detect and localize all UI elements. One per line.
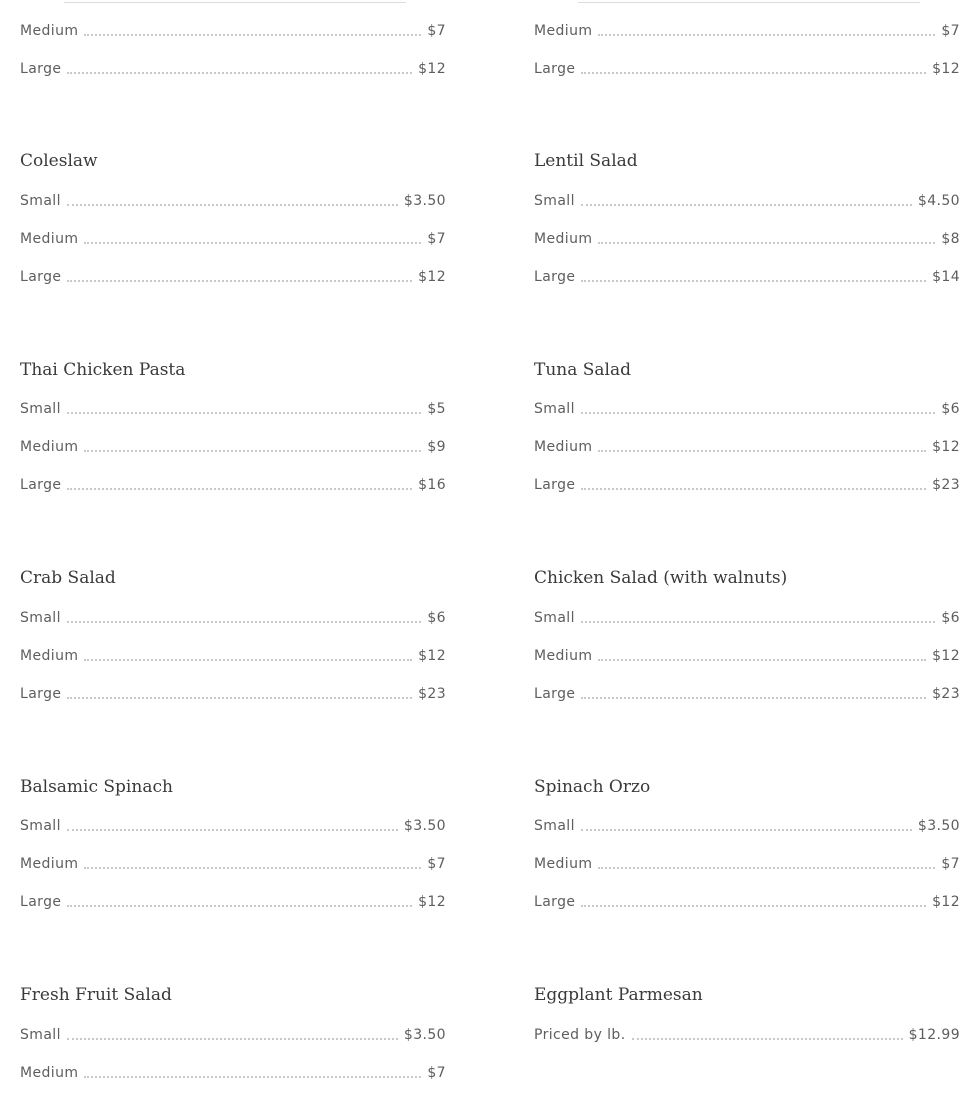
dot-leader — [581, 620, 935, 623]
dot-leader — [581, 411, 935, 414]
dot-leader — [581, 904, 926, 907]
size-label: Large — [20, 894, 62, 910]
size-label: Large — [534, 269, 576, 285]
dot-leader — [632, 1037, 903, 1040]
price-row — [20, 889, 446, 911]
price-value: $7 — [427, 231, 446, 247]
size-label: Large — [534, 894, 576, 910]
dot-leader — [84, 241, 421, 244]
menu-item-eggplant-parmesan — [534, 984, 960, 1043]
price-row — [20, 396, 446, 418]
price-row — [20, 188, 446, 210]
menu-item-lentil-salad — [534, 150, 960, 285]
dot-leader — [581, 696, 926, 699]
cutoff-title-left — [20, 0, 446, 8]
price-value: $3.50 — [403, 193, 446, 209]
dot-leader — [67, 1037, 398, 1040]
size-label: Priced by lb. — [534, 1027, 626, 1043]
price-row — [20, 1022, 446, 1044]
price-value: $12 — [932, 648, 960, 664]
dot-leader — [67, 620, 421, 623]
price-value: $7 — [427, 856, 446, 872]
dot-leader — [598, 658, 926, 661]
menu-column-left — [20, 0, 446, 1081]
size-label: Large — [534, 686, 576, 702]
menu-item-coleslaw — [20, 150, 446, 285]
price-row — [534, 605, 960, 627]
price-row — [534, 188, 960, 210]
price-row — [534, 813, 960, 835]
price-value: $7 — [427, 1065, 446, 1081]
price-row — [534, 264, 960, 286]
item-title: Tuna Salad — [534, 360, 632, 380]
size-label: Medium — [20, 1065, 79, 1081]
menu-item-chicken-salad — [534, 567, 960, 702]
price-row — [20, 643, 446, 665]
size-label: Medium — [20, 231, 79, 247]
menu-item-tuna-salad — [534, 359, 960, 493]
dot-leader — [67, 279, 412, 282]
price-value: $12 — [932, 61, 960, 77]
size-label: Small — [20, 1027, 61, 1043]
price-row — [534, 56, 960, 78]
size-label: Small — [534, 401, 575, 417]
size-label: Large — [534, 477, 576, 493]
item-title: Coleslaw — [20, 151, 98, 171]
price-value: $6 — [941, 610, 960, 626]
dot-leader — [67, 71, 412, 74]
size-label: Small — [20, 818, 61, 834]
size-label: Small — [20, 193, 61, 209]
dot-leader — [598, 241, 935, 244]
price-row — [534, 851, 960, 873]
price-value: $14 — [932, 269, 960, 285]
price-value: $12 — [418, 648, 446, 664]
price-row — [534, 226, 960, 248]
menu-item-fresh-fruit-salad — [20, 984, 446, 1081]
price-value: $16 — [418, 477, 446, 493]
price-row — [20, 226, 446, 248]
price-row — [20, 605, 446, 627]
price-value: $6 — [941, 401, 960, 417]
price-value: $12.99 — [908, 1027, 960, 1043]
dot-leader — [84, 33, 421, 36]
item-title: Eggplant Parmesan — [534, 985, 703, 1005]
price-row — [20, 264, 446, 286]
dot-leader — [581, 487, 926, 490]
size-label: Small — [20, 401, 61, 417]
item-title: Crab Salad — [20, 568, 116, 588]
dot-leader — [67, 904, 412, 907]
menu-item-balsamic-spinach — [20, 776, 446, 910]
item-title: Fresh Fruit Salad — [20, 985, 172, 1005]
price-row — [20, 813, 446, 835]
price-row — [20, 472, 446, 494]
size-label: Large — [20, 61, 62, 77]
item-title: Chicken Salad (with walnuts) — [534, 568, 788, 588]
size-label: Medium — [534, 856, 593, 872]
size-label: Large — [534, 61, 576, 77]
menu-item-spinach-orzo — [534, 776, 960, 910]
menu-item-crab-salad — [20, 567, 446, 702]
dot-leader — [581, 828, 912, 831]
size-label: Medium — [20, 439, 79, 455]
price-value: $6 — [427, 610, 446, 626]
dot-leader — [598, 449, 926, 452]
dot-leader — [84, 866, 421, 869]
dot-leader — [84, 449, 421, 452]
price-row — [534, 1022, 960, 1044]
price-row — [20, 681, 446, 703]
size-label: Large — [20, 477, 62, 493]
menu-item-thai-chicken-pasta — [20, 359, 446, 493]
dot-leader — [84, 658, 412, 661]
price-value: $4.50 — [917, 193, 960, 209]
price-value: $23 — [932, 686, 960, 702]
price-row — [534, 472, 960, 494]
dot-leader — [67, 828, 398, 831]
dot-leader — [67, 696, 412, 699]
dot-leader — [84, 1075, 421, 1078]
price-row — [20, 56, 446, 78]
item-title: Thai Chicken Pasta — [20, 360, 186, 380]
price-value: $12 — [932, 894, 960, 910]
size-label: Small — [534, 818, 575, 834]
price-row — [534, 681, 960, 703]
price-value: $12 — [932, 439, 960, 455]
size-label: Medium — [20, 856, 79, 872]
item-title: Lentil Salad — [534, 151, 638, 171]
price-value: $12 — [418, 61, 446, 77]
cutoff-title-right — [534, 0, 960, 8]
price-value: $3.50 — [917, 818, 960, 834]
size-label: Medium — [534, 23, 593, 39]
price-row — [20, 18, 446, 40]
price-row — [20, 1060, 446, 1082]
price-row — [534, 434, 960, 456]
menu-column-right — [534, 0, 960, 1043]
size-label: Medium — [20, 648, 79, 664]
price-value: $3.50 — [403, 1027, 446, 1043]
price-value: $8 — [941, 231, 960, 247]
dot-leader — [581, 279, 926, 282]
dot-leader — [581, 71, 926, 74]
price-value: $12 — [418, 269, 446, 285]
size-label: Medium — [534, 648, 593, 664]
size-label: Small — [534, 610, 575, 626]
price-value: $5 — [427, 401, 446, 417]
price-value: $23 — [932, 477, 960, 493]
size-label: Medium — [20, 23, 79, 39]
price-value: $9 — [427, 439, 446, 455]
price-row — [534, 643, 960, 665]
price-row — [534, 396, 960, 418]
size-label: Medium — [534, 439, 593, 455]
dot-leader — [598, 866, 935, 869]
dot-leader — [67, 203, 398, 206]
size-label: Small — [20, 610, 61, 626]
size-label: Small — [534, 193, 575, 209]
size-label: Large — [20, 686, 62, 702]
dot-leader — [67, 411, 421, 414]
size-label: Large — [20, 269, 62, 285]
price-value: $7 — [941, 23, 960, 39]
item-title: Spinach Orzo — [534, 777, 651, 797]
price-value: $23 — [418, 686, 446, 702]
item-title: Balsamic Spinach — [20, 777, 173, 797]
price-row — [20, 434, 446, 456]
price-value: $7 — [941, 856, 960, 872]
price-value: $3.50 — [403, 818, 446, 834]
price-row — [534, 18, 960, 40]
size-label: Medium — [534, 231, 593, 247]
price-value: $7 — [427, 23, 446, 39]
price-value: $12 — [418, 894, 446, 910]
dot-leader — [67, 487, 412, 490]
price-row — [20, 851, 446, 873]
dot-leader — [581, 203, 912, 206]
dot-leader — [598, 33, 935, 36]
price-row — [534, 889, 960, 911]
